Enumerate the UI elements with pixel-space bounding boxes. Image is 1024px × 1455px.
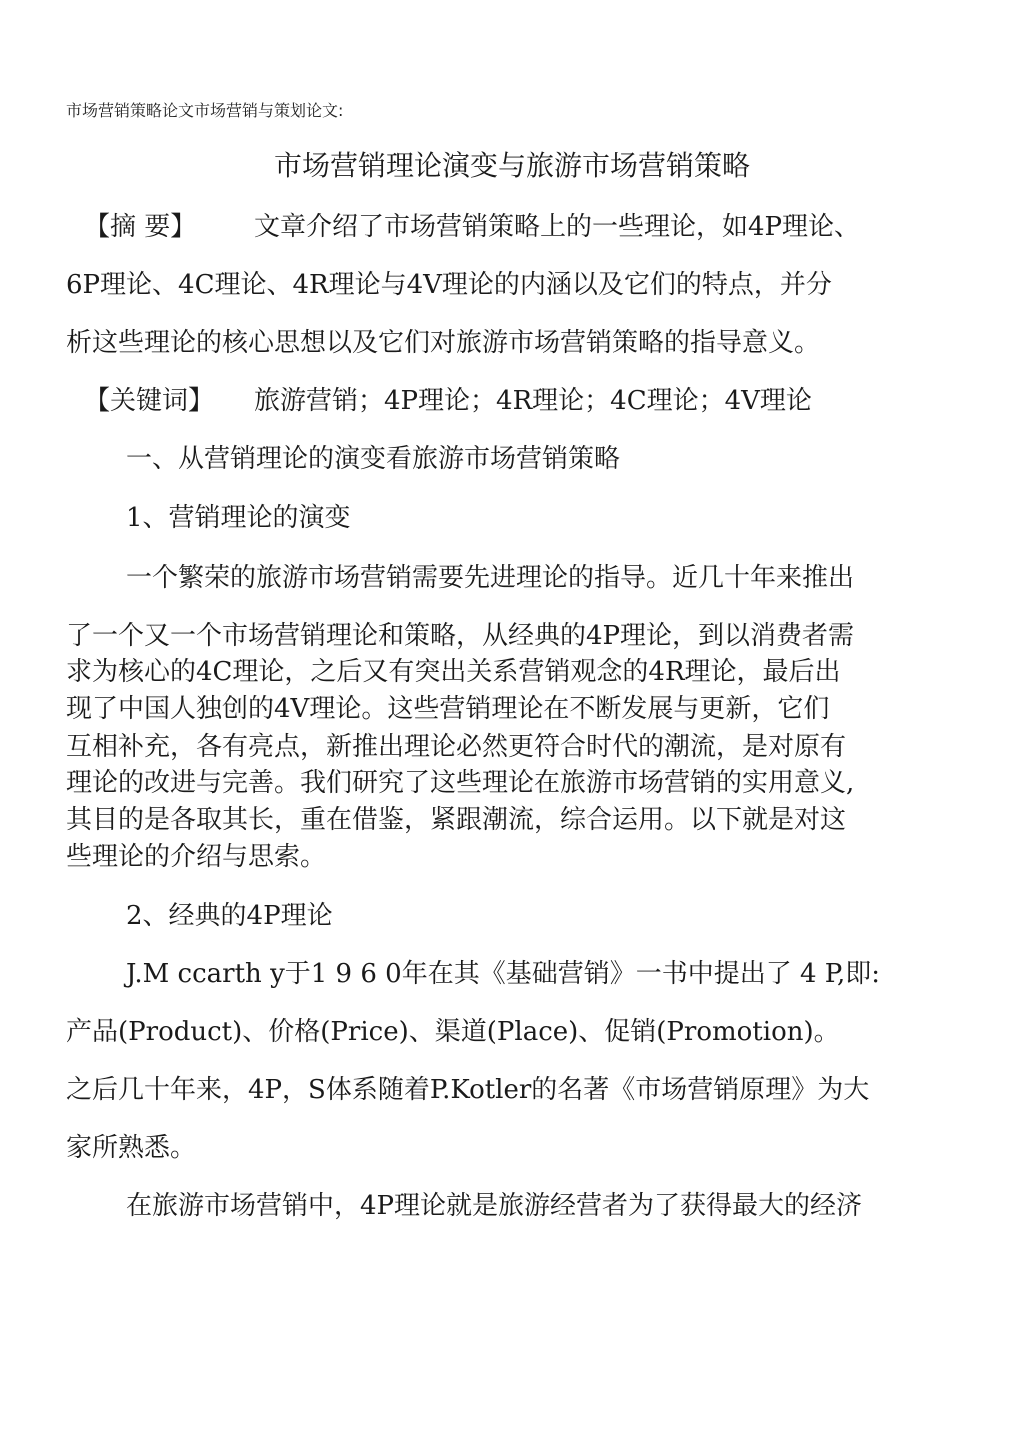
subsection-2-heading: 2、经典的4P理论 <box>126 901 333 931</box>
paragraph-1-line-5: 互相补充，各有亮点，新推出理论必然更符合时代的潮流，是对原有 <box>66 732 847 762</box>
abstract-text-1: 文章介绍了市场营销策略上的一些理论，如4P理论、 <box>254 212 861 242</box>
paragraph-1-line-1: 一个繁荣的旅游市场营销需要先进理论的指导。近几十年来推出 <box>126 563 855 593</box>
paragraph-2-line-1: J.M ccarth y于1 9 6 0年在其《基础营销》一书中提出了 4 P,即: <box>126 959 881 989</box>
paragraph-1-line-8: 些理论的介绍与思索。 <box>66 842 327 872</box>
article-title: 市场营销理论演变与旅游市场营销策略 <box>273 149 750 182</box>
keywords-text: 旅游营销；4P理论；4R理论；4C理论；4V理论 <box>254 386 812 416</box>
paragraph-2-line-4: 家所熟悉。 <box>66 1133 197 1163</box>
keywords-line <box>84 384 812 418</box>
abstract-line-2: 6P理论、4C理论、4R理论与4V理论的内涵以及它们的特点，并分 <box>66 270 832 300</box>
paragraph-1-line-2: 了一个又一个市场营销理论和策略，从经典的4P理论，到以消费者需 <box>66 621 855 651</box>
paragraph-1-line-4: 现了中国人独创的4V理论。这些营销理论在不断发展与更新，它们 <box>66 694 830 724</box>
paragraph-1-line-7: 其目的是各取其长，重在借鉴，紧跟潮流，综合运用。以下就是对这 <box>66 805 847 835</box>
paragraph-2-line-2: 产品(Product)、价格(Price)、渠道(Place)、促销(Promotion)。 <box>66 1017 840 1047</box>
keywords-label: 【关键词】 <box>84 386 215 416</box>
paragraph-1-line-6: 理论的改进与完善。我们研究了这些理论在旅游市场营销的实用意义, <box>66 768 855 798</box>
page-header: 市场营销策略论文市场营销与策划论文: <box>66 101 344 120</box>
paragraph-1-line-3: 求为核心的4C理论，之后又有突出关系营销观念的4R理论，最后出 <box>66 657 841 687</box>
paragraph-2-line-3: 之后几十年来，4P，S体系随着P.Kotler的名著《市场营销原理》为大 <box>66 1075 870 1105</box>
subsection-1-heading: 1、营销理论的演变 <box>126 503 351 533</box>
abstract-line-3: 析这些理论的核心思想以及它们对旅游市场营销策略的指导意义。 <box>66 328 821 358</box>
abstract-line-1 <box>84 210 860 244</box>
section-1-heading: 一、从营销理论的演变看旅游市场营销策略 <box>126 444 621 474</box>
abstract-label: 【摘 要】 <box>84 212 197 242</box>
paragraph-3-line-1: 在旅游市场营销中，4P理论就是旅游经营者为了获得最大的经济 <box>126 1191 863 1221</box>
